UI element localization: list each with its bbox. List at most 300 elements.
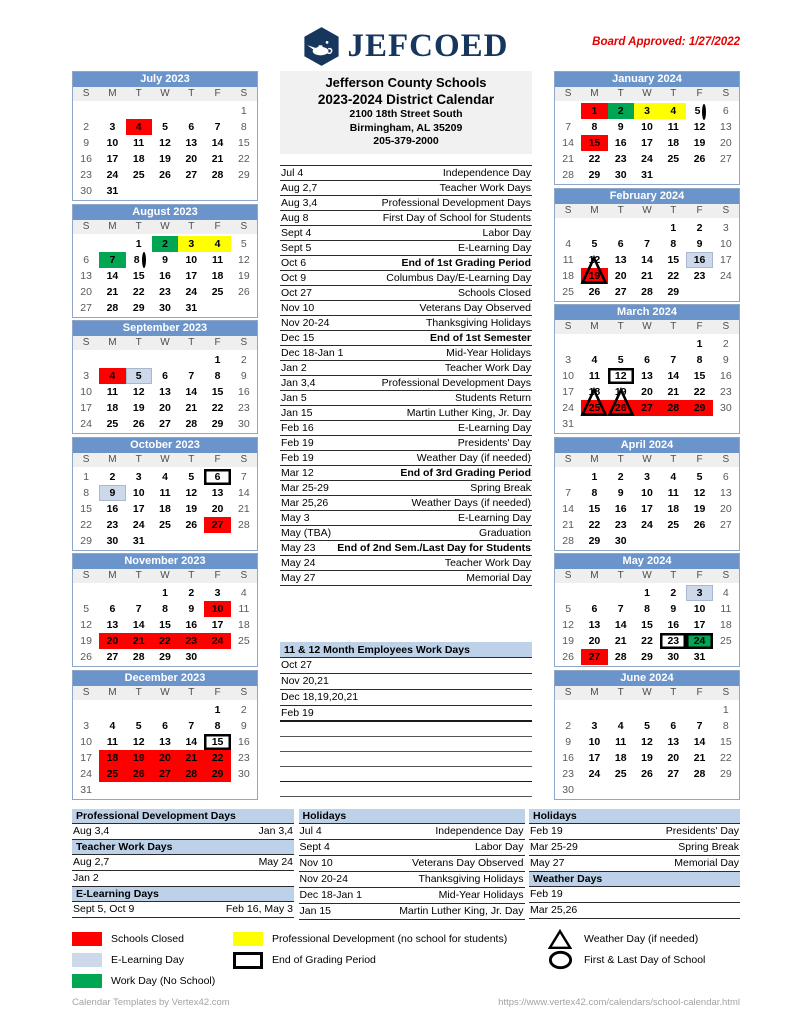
- day-cell: [686, 718, 712, 734]
- day-cell: [686, 384, 712, 400]
- day-number: 24: [641, 518, 653, 531]
- day-cell: [634, 384, 660, 400]
- legend-column: [545, 930, 740, 993]
- key-date-label: Teacher Work Day: [444, 556, 531, 569]
- weekday-header: S: [231, 569, 257, 583]
- day-cell: [99, 501, 125, 517]
- day-number: 21: [238, 502, 250, 515]
- day-cell: [608, 151, 634, 167]
- day-cell: [178, 750, 204, 766]
- day-number: 30: [562, 783, 574, 796]
- day-cell: [99, 517, 125, 533]
- day-number: 13: [159, 386, 171, 399]
- day-number: 23: [693, 269, 706, 282]
- month-title: October 2023: [73, 438, 257, 453]
- weekday-header: S: [73, 686, 99, 700]
- day-number: 7: [240, 470, 247, 483]
- day-cell: [178, 135, 204, 151]
- month-grid: [555, 320, 739, 433]
- day-number: 30: [238, 418, 250, 431]
- day-cell: [555, 368, 581, 384]
- day-cell: [686, 135, 712, 151]
- day-number: 9: [109, 486, 116, 499]
- day-cell: [73, 119, 99, 135]
- day-cell: [686, 400, 712, 416]
- weekday-header: T: [608, 453, 634, 467]
- key-date-label: Students Return: [455, 391, 531, 404]
- day-number: 15: [693, 370, 706, 383]
- summary-middle-column: [299, 809, 525, 920]
- footer-url-link[interactable]: https://www.vertex42.com/calendars/school-calendar.html: [498, 997, 740, 1008]
- day-cell: [126, 252, 152, 268]
- day-cell: [126, 400, 152, 416]
- month-august-2023: [72, 204, 258, 318]
- day-cell: [152, 469, 178, 485]
- day-number: 8: [591, 486, 598, 499]
- employee-workdays-rows: [280, 658, 532, 797]
- day-cell: [204, 236, 230, 252]
- empty-cell: [73, 352, 99, 368]
- day-cell: [660, 268, 686, 284]
- day-cell: [581, 750, 607, 766]
- weekday-header: S: [555, 87, 581, 101]
- day-number: 4: [722, 587, 729, 600]
- weekday-header: S: [231, 87, 257, 101]
- day-cell: [713, 252, 739, 268]
- day-number: 3: [188, 237, 195, 250]
- day-cell: [660, 766, 686, 782]
- day-number: 14: [185, 735, 198, 748]
- day-cell: [634, 718, 660, 734]
- weekday-header: W: [152, 569, 178, 583]
- day-number: 9: [617, 121, 624, 133]
- day-number: 19: [693, 137, 706, 149]
- day-cell: [73, 617, 99, 633]
- day-cell: [204, 167, 230, 183]
- day-number: 19: [641, 751, 653, 764]
- day-number: 28: [106, 301, 119, 314]
- weekday-header: T: [660, 204, 686, 218]
- day-number: 14: [562, 502, 574, 515]
- day-cell: [660, 718, 686, 734]
- day-cell: [99, 284, 125, 300]
- day-cell: [99, 416, 125, 432]
- day-cell: [581, 400, 607, 416]
- day-number: 1: [696, 338, 703, 351]
- day-cell: [608, 766, 634, 782]
- day-number: 10: [720, 237, 732, 250]
- day-number: 28: [614, 651, 627, 664]
- day-number: 15: [211, 735, 224, 748]
- lightblue-swatch-icon: [72, 953, 102, 967]
- month-title: September 2023: [73, 321, 257, 336]
- district-title-block: [280, 71, 532, 154]
- day-number: 9: [696, 237, 703, 250]
- day-number: 7: [214, 121, 221, 133]
- day-cell: [73, 284, 99, 300]
- day-cell: [660, 633, 686, 649]
- green-swatch-icon: [72, 974, 102, 988]
- section-row: [299, 856, 525, 872]
- legend-column: [72, 930, 233, 993]
- calendar-left-column: [72, 71, 258, 800]
- day-cell: [152, 300, 178, 316]
- day-number: 30: [238, 767, 250, 780]
- day-number: 10: [106, 137, 119, 149]
- section-title: E-Learning Days: [72, 887, 294, 902]
- weekday-header: S: [231, 453, 257, 467]
- empty-cell: [178, 352, 204, 368]
- weekday-header: T: [608, 569, 634, 583]
- day-number: 3: [644, 470, 650, 483]
- day-number: 30: [720, 402, 732, 415]
- day-cell: [73, 151, 99, 167]
- center-column: [280, 71, 532, 800]
- weekday-header: S: [231, 686, 257, 700]
- day-number: 29: [159, 651, 171, 664]
- empty-cell: [99, 103, 125, 119]
- day-cell: [231, 702, 257, 718]
- day-cell: [73, 135, 99, 151]
- weekday-header: S: [73, 569, 99, 583]
- day-number: 27: [720, 518, 732, 531]
- weekday-header: T: [608, 686, 634, 700]
- day-number: 4: [109, 719, 116, 732]
- day-number: 20: [667, 751, 680, 764]
- day-cell: [608, 135, 634, 151]
- day-number: 6: [644, 354, 650, 367]
- day-number: 27: [667, 767, 680, 780]
- day-number: 22: [238, 153, 250, 165]
- legend-label: E-Learning Day: [111, 954, 184, 966]
- day-number: 20: [720, 137, 732, 149]
- month-february-2024: [554, 188, 740, 302]
- day-number: 17: [641, 502, 653, 515]
- day-number: 30: [159, 301, 171, 314]
- section-row: [529, 856, 740, 872]
- day-number: 10: [80, 386, 92, 399]
- section-title: Holidays: [299, 809, 525, 824]
- key-date: Feb 19: [281, 436, 314, 449]
- day-cell: [555, 268, 581, 284]
- key-date-label: Schools Closed: [458, 286, 531, 299]
- day-cell: [713, 400, 739, 416]
- day-cell: [713, 485, 739, 501]
- blank-line: [280, 782, 532, 797]
- day-cell: [555, 252, 581, 268]
- day-number: 29: [588, 534, 601, 547]
- day-cell: [581, 633, 607, 649]
- weekday-header: S: [231, 220, 257, 234]
- day-number: 22: [720, 751, 732, 764]
- weekday-header: M: [581, 569, 607, 583]
- key-date-row: [280, 481, 532, 496]
- day-number: 1: [135, 237, 142, 250]
- day-cell: [686, 119, 712, 135]
- weekday-header: S: [73, 87, 99, 101]
- weekday-header: M: [99, 569, 125, 583]
- day-cell: [178, 268, 204, 284]
- day-number: 5: [696, 470, 703, 483]
- key-date: Jul 4: [281, 166, 304, 179]
- day-number: 11: [562, 253, 574, 266]
- weekday-header: W: [634, 87, 660, 101]
- day-number: 16: [614, 502, 627, 515]
- empty-cell: [608, 702, 634, 718]
- day-number: 23: [614, 153, 627, 165]
- day-cell: [204, 368, 230, 384]
- day-cell: [660, 103, 686, 119]
- weekday-header: M: [581, 686, 607, 700]
- key-date: Nov 20-24: [281, 316, 330, 329]
- section-row: [72, 871, 294, 887]
- day-number: 13: [720, 486, 732, 499]
- section-label: Independence Day: [435, 825, 524, 837]
- day-cell: [231, 384, 257, 400]
- key-date: Oct 6: [281, 256, 307, 269]
- day-number: 9: [722, 354, 729, 367]
- day-cell: [126, 416, 152, 432]
- day-cell: [581, 485, 607, 501]
- empty-cell: [608, 585, 634, 601]
- employee-workdays-title: 11 & 12 Month Employees Work Days: [280, 642, 532, 658]
- day-number: 13: [667, 735, 680, 748]
- first-last-day-circle: [702, 104, 706, 120]
- day-number: 8: [162, 603, 168, 616]
- day-cell: [634, 352, 660, 368]
- section-date: Feb 19: [530, 888, 563, 900]
- day-cell: [660, 485, 686, 501]
- day-cell: [178, 167, 204, 183]
- day-cell: [73, 718, 99, 734]
- day-number: 26: [132, 767, 145, 780]
- day-cell: [713, 384, 739, 400]
- district-name: Jefferson County Schools: [325, 75, 487, 90]
- weekday-header: M: [99, 87, 125, 101]
- day-number: 24: [720, 269, 732, 282]
- day-cell: [126, 750, 152, 766]
- day-number: 4: [565, 237, 572, 250]
- day-cell: [73, 750, 99, 766]
- weekday-header: W: [634, 686, 660, 700]
- weekday-header: F: [204, 453, 230, 467]
- day-number: 18: [720, 619, 732, 632]
- day-number: 22: [80, 518, 92, 531]
- day-number: 29: [132, 301, 145, 314]
- day-cell: [686, 220, 712, 236]
- day-number: 14: [667, 370, 680, 383]
- day-cell: [204, 750, 230, 766]
- day-cell: [660, 252, 686, 268]
- day-number: 3: [591, 719, 598, 732]
- section-row: [529, 903, 740, 919]
- day-number: 28: [641, 285, 653, 298]
- day-cell: [231, 368, 257, 384]
- day-cell: [581, 469, 607, 485]
- day-number: 27: [211, 518, 224, 531]
- day-number: 16: [159, 269, 171, 282]
- day-number: 1: [591, 105, 598, 117]
- section-row: [72, 902, 294, 918]
- day-number: 30: [106, 534, 119, 547]
- section-row: [72, 824, 294, 840]
- key-date-row: [280, 466, 532, 481]
- day-cell: [634, 485, 660, 501]
- day-number: 3: [722, 221, 729, 234]
- month-title: March 2024: [555, 305, 739, 320]
- day-number: 18: [132, 153, 145, 165]
- day-cell: [99, 766, 125, 782]
- day-number: 14: [641, 253, 653, 266]
- key-date-label: End of 3rd Grading Period: [400, 466, 531, 479]
- empty-cell: [73, 236, 99, 252]
- day-number: 22: [667, 269, 680, 282]
- day-number: 7: [696, 719, 703, 732]
- day-cell: [231, 119, 257, 135]
- day-number: 26: [562, 651, 574, 664]
- key-date: Aug 2,7: [281, 181, 318, 194]
- day-cell: [713, 135, 739, 151]
- day-number: 20: [720, 502, 732, 515]
- section-label: Mid-Year Holidays: [438, 889, 524, 901]
- weekday-header: T: [126, 336, 152, 350]
- outline-swatch-icon: [233, 952, 263, 969]
- day-cell: [555, 533, 581, 549]
- day-cell: [99, 183, 125, 199]
- day-number: 1: [670, 221, 677, 234]
- day-number: 18: [588, 386, 601, 399]
- day-number: 6: [591, 603, 598, 616]
- day-number: 16: [720, 370, 732, 383]
- day-cell: [608, 368, 634, 384]
- day-cell: [231, 400, 257, 416]
- day-cell: [73, 485, 99, 501]
- key-date-label: End of 2nd Sem./Last Day for Students: [337, 541, 531, 554]
- day-number: 7: [670, 354, 677, 367]
- day-cell: [231, 718, 257, 734]
- month-december-2023: [72, 670, 258, 800]
- weekday-header: T: [126, 220, 152, 234]
- day-number: 4: [109, 370, 116, 383]
- day-number: 10: [562, 370, 574, 383]
- day-number: 17: [80, 751, 92, 764]
- day-number: 2: [162, 237, 168, 250]
- day-number: 11: [667, 486, 679, 499]
- day-number: 2: [565, 719, 572, 732]
- day-number: 7: [617, 603, 624, 616]
- weekday-header: M: [99, 453, 125, 467]
- day-number: 19: [614, 386, 627, 399]
- day-number: 30: [667, 651, 680, 664]
- day-number: 14: [693, 735, 706, 748]
- key-date: May 3: [281, 511, 310, 524]
- day-number: 14: [185, 386, 198, 399]
- day-cell: [608, 252, 634, 268]
- day-cell: [608, 119, 634, 135]
- empty-cell: [73, 103, 99, 119]
- day-cell: [713, 151, 739, 167]
- day-number: 16: [80, 153, 92, 165]
- day-cell: [608, 718, 634, 734]
- day-number: 28: [211, 169, 224, 181]
- day-number: 13: [80, 269, 92, 282]
- day-number: 1: [214, 703, 221, 716]
- day-cell: [231, 416, 257, 432]
- day-cell: [686, 236, 712, 252]
- key-date-label: E-Learning Day: [458, 421, 531, 434]
- key-date: Jan 3,4: [281, 376, 316, 389]
- empty-cell: [73, 702, 99, 718]
- day-number: 15: [588, 502, 601, 515]
- day-cell: [581, 252, 607, 268]
- legend-label: Professional Development (no school for students): [272, 933, 508, 945]
- day-cell: [713, 103, 739, 119]
- key-date-row: [280, 271, 532, 286]
- day-number: 26: [185, 518, 198, 531]
- key-date-row: [280, 346, 532, 361]
- day-number: 26: [588, 285, 601, 298]
- key-date: Aug 3,4: [281, 196, 318, 209]
- day-number: 25: [132, 169, 145, 181]
- day-cell: [231, 352, 257, 368]
- month-grid: [73, 336, 257, 433]
- day-number: 5: [162, 121, 168, 133]
- day-cell: [178, 368, 204, 384]
- weekday-header: S: [713, 320, 739, 334]
- day-number: 9: [670, 603, 677, 616]
- empty-cell: [152, 103, 178, 119]
- day-number: 29: [641, 651, 653, 664]
- day-cell: [152, 633, 178, 649]
- day-number: 24: [80, 418, 92, 431]
- day-cell: [581, 601, 607, 617]
- key-date-label: Graduation: [479, 526, 531, 539]
- empty-cell: [99, 236, 125, 252]
- weekday-header: T: [660, 569, 686, 583]
- month-grid: [73, 453, 257, 550]
- key-date-row: [280, 541, 532, 556]
- summary-sections: [72, 809, 740, 920]
- day-number: 30: [614, 534, 627, 547]
- day-number: 18: [159, 502, 171, 515]
- triangle-swatch-icon: [545, 928, 575, 950]
- day-cell: [634, 151, 660, 167]
- day-cell: [231, 135, 257, 151]
- legend-label: Work Day (No School): [111, 975, 216, 987]
- key-date: May 24: [281, 556, 316, 569]
- day-cell: [204, 119, 230, 135]
- weekday-header: T: [178, 453, 204, 467]
- empty-cell: [634, 220, 660, 236]
- section-row: [299, 904, 525, 920]
- day-number: 25: [667, 153, 680, 165]
- day-number: 19: [185, 502, 198, 515]
- key-date-label: Teacher Work Day: [444, 361, 531, 374]
- key-date: May (TBA): [281, 526, 332, 539]
- day-number: 15: [132, 269, 145, 282]
- day-cell: [555, 119, 581, 135]
- day-number: 21: [562, 518, 574, 531]
- empty-cell: [634, 702, 660, 718]
- day-number: 9: [617, 486, 624, 499]
- key-date: Dec 15: [281, 331, 315, 344]
- day-cell: [555, 384, 581, 400]
- day-cell: [152, 750, 178, 766]
- empty-cell: [126, 103, 152, 119]
- day-number: 24: [693, 635, 706, 648]
- day-number: 11: [159, 486, 171, 499]
- day-cell: [713, 734, 739, 750]
